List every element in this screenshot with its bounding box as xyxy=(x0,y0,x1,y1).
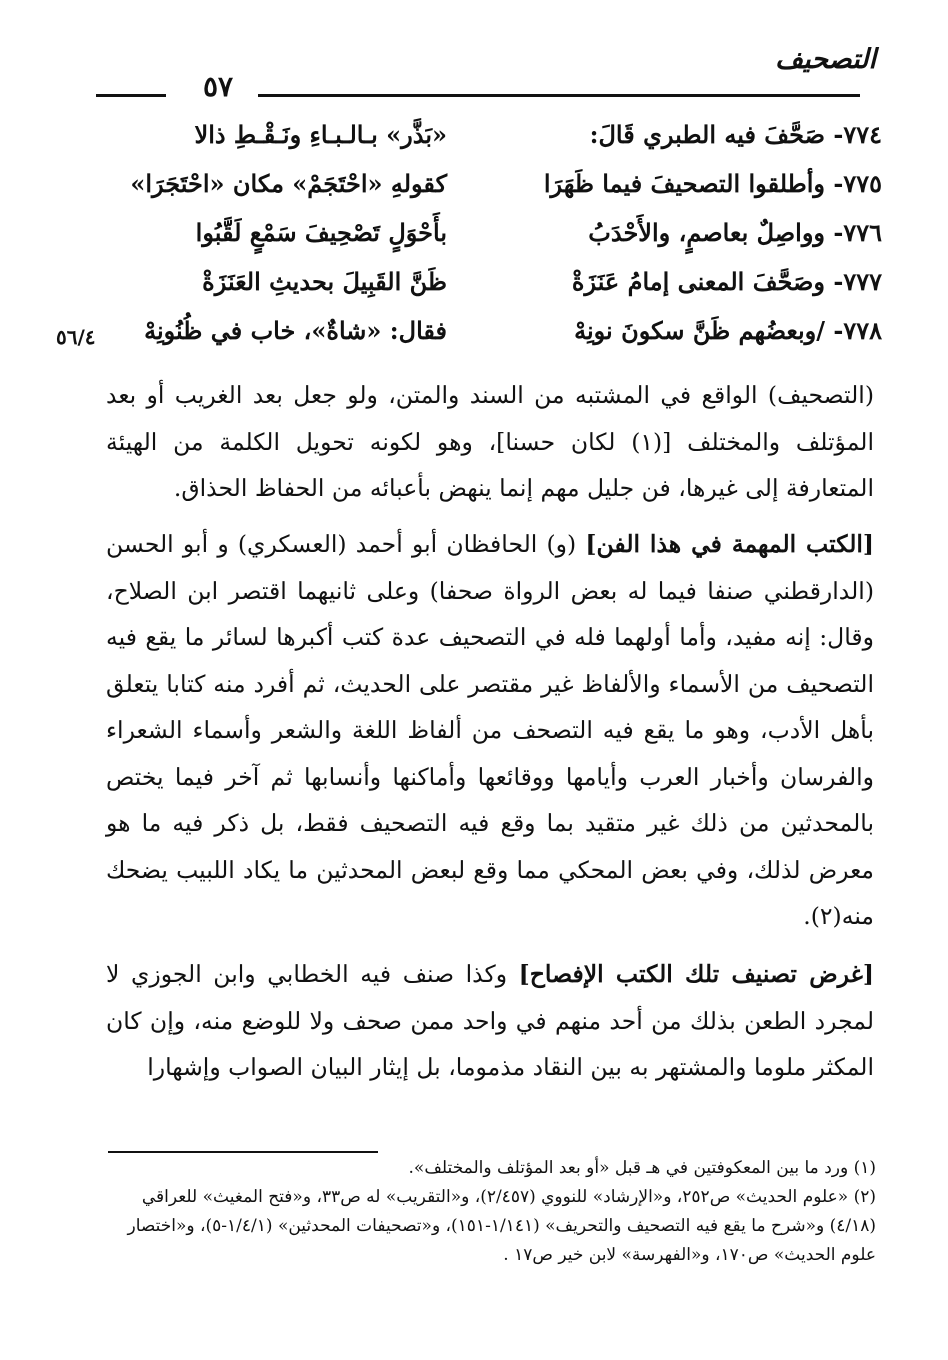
footnote-separator xyxy=(108,1151,378,1153)
verse-line xyxy=(92,259,882,308)
verse-first-hemistich: ٧٧٦- وواصِلٌ بعاصمٍ، والأَحْدَبُ xyxy=(588,218,882,247)
footnote: (١) ورد ما بين المعكوفتين في هـ قبل «أو بعد المؤتلف والمختلف». xyxy=(408,1158,876,1178)
header-rule-left xyxy=(96,94,166,97)
body-paragraph xyxy=(106,521,874,940)
footnotes xyxy=(106,1154,876,1270)
paragraph-heading: [غرض تصنيف تلك الكتب الإفصاح] xyxy=(518,960,874,988)
page-number: ٥٧ xyxy=(202,70,234,103)
verse-second-hemistich: فقال: «شاةٌ»، خاب في ظُنُونِهْ xyxy=(144,316,447,345)
verse-first-hemistich: ٧٧٨- /وبعضُهم ظَنَّ سكونَ نونِهْ xyxy=(574,316,882,345)
verse-line xyxy=(92,308,882,357)
verse-line xyxy=(92,210,882,259)
paragraph-text: (و) الحافظان أبو أحمد (العسكري) و أبو الحسن (الدارقطني صنفا فيما له بعض الرواة صحفا) وعلى ثانيهما اقتصر ابن الصلاح، وقال: إنه مفيد، وأما أولهما فله في التصحيف عدة كتب أكبرها لسائر ما يقع فيه التصحيف من الأسماء والألفاظ غير مقتصر على الحديث، ثم أفرد منه كتابا يتعلق بأهل الأدب، وهو ما يقع فيه التصحف من ألفاظ اللغة والشعر وأسماء الشعراء والفرسان وأخبار العرب وأيامها ووقائعها وأماكنها وأنسابها ثم آخر فيما يختص بالمحدثين من ذلك غير متقيد بما وقع فيه التصحيف فقط، بل ذكر فيه ما هو معرض لذلك، وفي بعض المحكي مما وقع لبعض المحدثين ما يكاد اللبيب يضحك منه(٢). xyxy=(106,530,874,930)
verse-second-hemistich: «بَذَّر» بـالـبـاءِ ونَـقْـطِ ذالا xyxy=(194,120,447,149)
header-rule-right xyxy=(258,94,860,97)
verse-second-hemistich: بأَحْوَلٍ تَصْحِيفَ سَمْعٍ لَقَّبُوا xyxy=(195,218,447,247)
verse-first-hemistich: ٧٧٥- وأطلقوا التصحيفَ فيما ظَهَرَا xyxy=(543,169,882,198)
body-paragraph xyxy=(106,951,874,1091)
body-paragraph xyxy=(106,372,874,512)
verse-line xyxy=(92,161,882,210)
running-title: التصحيف xyxy=(775,44,876,75)
verse-block xyxy=(92,112,882,357)
verse-line xyxy=(92,112,882,161)
margin-reference: ٥٦/٤ xyxy=(56,325,96,349)
verse-second-hemistich: كقولهِ «احْتَجَمْ» مكان «احْتَجَرَا» xyxy=(130,169,447,198)
paragraph-text: وكذا صنف فيه الخطابي وابن الجوزي لا لمجرد الطعن بذلك من أحد منهم في واحد ممن صحف ولا للوضع منه، وإن كان المكثر ملوما والمشتهر به بين النقاد مذموما، بل إيثار البيان الصواب وإشهارا xyxy=(106,960,874,1081)
footnote: (٢) «علوم الحديث» ص٢٥٢، و«الإرشاد» للنووي (٢/٤٥٧)، و«التقريب» له ص٣٣، و«فتح المغيث» للعراقي (٤/١٨) و«شرح ما يقع فيه التصحيف والتحريف» (١/١٤١-١٥١)، و«تصحيفات المحدثين» (١/٤/١-٥)، و«اختصار علوم الحديث» ص١٧٠، و«الفهرسة» لابن خير ص١٧ . xyxy=(127,1187,876,1265)
paragraph-text: (التصحيف) الواقع في المشتبه من السند والمتن، ولو جعل بعد الغريب أو بعد المؤتلف والمختلف [(١) لكان حسنا]، وهو لكونه تحويل الكلمة من الهيئة المتعارفة إلى غيرها، فن جليل مهم إنما ينهض بأعبائه من الحفاظ الحذاق. xyxy=(106,381,874,502)
paragraph-heading: [الكتب المهمة في هذا الفن] xyxy=(585,530,875,558)
verse-second-hemistich: ظَنَّ القَبِيلَ بحديثِ العَنَزَةْ xyxy=(202,267,447,296)
verse-first-hemistich: ٧٧٤- صَحَّفَ فيه الطبري قَالَ: xyxy=(589,120,882,149)
verse-first-hemistich: ٧٧٧- وصَحَّفَ المعنى إمامُ عَنَزَةْ xyxy=(571,267,882,296)
